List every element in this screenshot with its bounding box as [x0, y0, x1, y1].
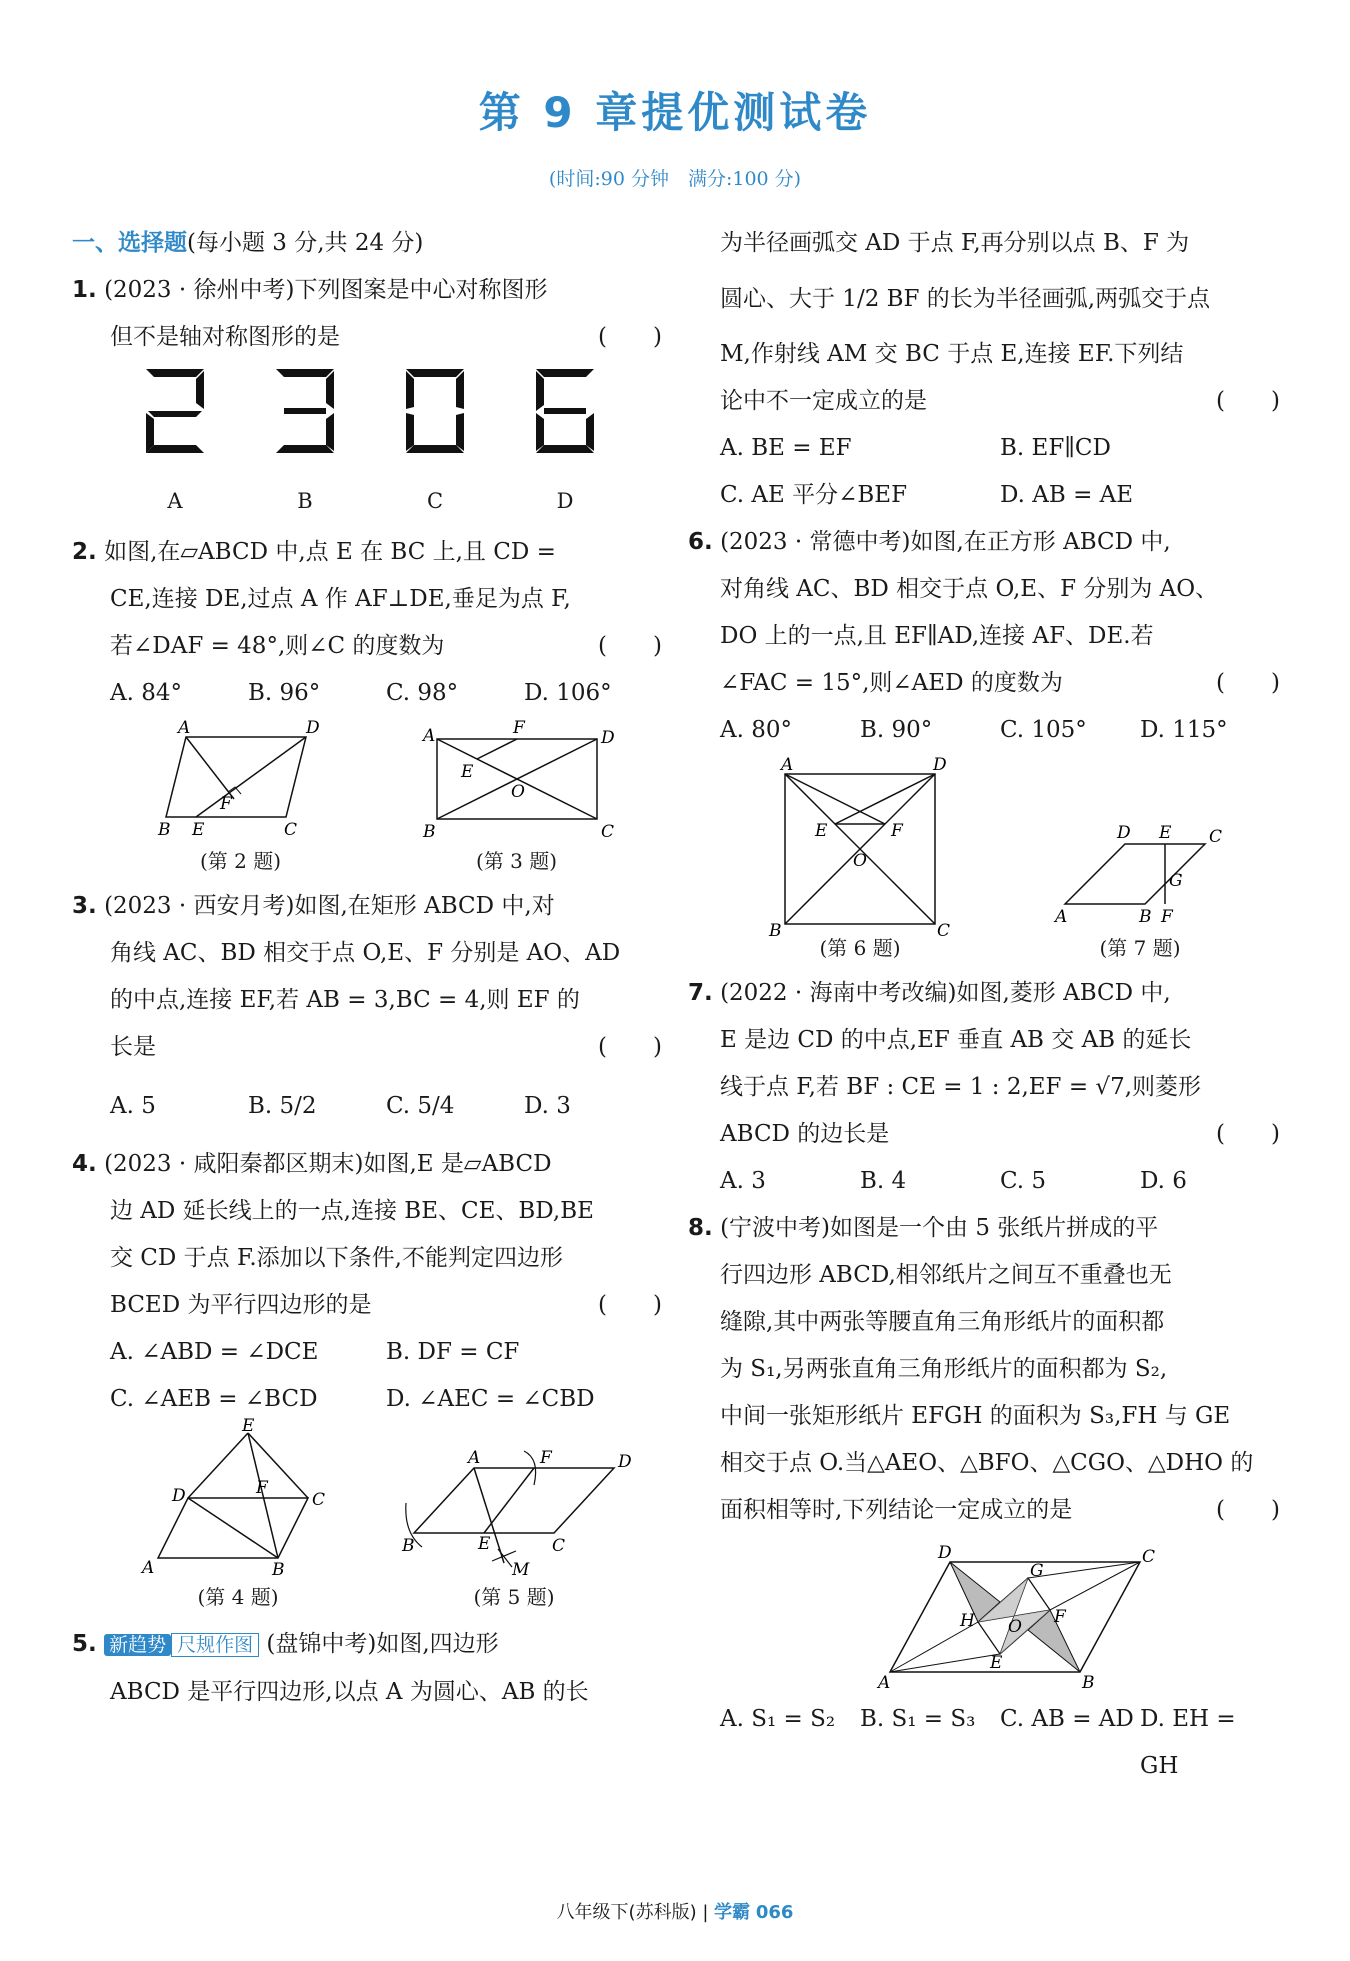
option: A. S₁ = S₂ — [720, 1706, 836, 1732]
figures-6-7 — [720, 754, 1280, 962]
svg-text:B: B — [422, 822, 435, 842]
svg-text:G: G — [1169, 871, 1183, 891]
question-text: 相交于点 O.当△AEO、△BFO、△CGO、△DHO 的 — [720, 1450, 1254, 1476]
question-text: M,作射线 AM 交 BC 于点 E,连接 EF.下列结 — [720, 341, 1184, 367]
svg-text:C: C — [552, 1536, 566, 1556]
question-text: (盘锦中考)如图,四边形 — [266, 1631, 499, 1657]
question-number: 2. — [72, 539, 97, 565]
question-text: E 是边 CD 的中点,EF 垂直 AB 交 AB 的延长 — [720, 1027, 1192, 1053]
page-number: 066 — [755, 1902, 794, 1923]
svg-text:D: D — [172, 1486, 186, 1506]
svg-text:H: H — [960, 1611, 975, 1631]
option: A. ∠ABD = ∠DCE — [110, 1339, 319, 1365]
svg-text:F: F — [219, 794, 232, 814]
right-column — [688, 220, 1280, 1790]
svg-text:D: D — [305, 718, 320, 738]
question-8 — [688, 1205, 1280, 1790]
svg-text:E: E — [460, 762, 473, 782]
option: D. AB = AE — [1000, 482, 1134, 508]
question-4 — [72, 1141, 662, 1423]
option: C. 5/4 — [386, 1093, 455, 1119]
option: A. 80° — [720, 717, 792, 743]
options — [72, 1071, 662, 1141]
svg-text:F: F — [1054, 1607, 1066, 1627]
square-diagram — [765, 754, 955, 941]
option: D. 3 — [524, 1093, 571, 1119]
digit-2-figure — [140, 361, 210, 461]
question-text: ∠FAC = 15°,则∠AED 的度数为 — [720, 670, 1063, 696]
svg-text:D: D — [1117, 823, 1131, 843]
svg-text:E: E — [1159, 823, 1172, 843]
svg-text:F: F — [540, 1448, 552, 1468]
digit-figures — [72, 361, 630, 525]
svg-text:C: C — [937, 921, 951, 941]
section-label: 一、选择题 — [72, 230, 187, 256]
answer-paren: ( ) — [598, 1292, 662, 1318]
options — [72, 1329, 662, 1376]
svg-text:E: E — [990, 1653, 1003, 1673]
digit-option: D — [530, 361, 600, 525]
question-text: (2023 · 西安月考)如图,在矩形 ABCD 中,对 — [104, 893, 555, 919]
question-text: 长是 — [110, 1034, 156, 1060]
question-text: (2023 · 咸阳秦都区期末)如图,E 是▱ABCD — [104, 1151, 552, 1177]
svg-text:E: E — [191, 820, 204, 840]
svg-text:F: F — [1161, 907, 1173, 927]
option: B. EF∥CD — [1000, 435, 1111, 461]
question-text: (宁波中考)如图是一个由 5 张纸片拼成的平 — [720, 1215, 1159, 1241]
footer-brand: 学霸 — [714, 1902, 751, 1923]
question-number: 8. — [688, 1215, 713, 1241]
question-2 — [72, 529, 662, 717]
svg-text:B: B — [272, 1560, 285, 1580]
svg-text:E: E — [242, 1416, 255, 1436]
question-1 — [72, 267, 662, 525]
options — [720, 1158, 1280, 1205]
svg-text:O: O — [1008, 1617, 1022, 1637]
question-text: 但不是轴对称图形的是 — [110, 324, 340, 350]
question-7 — [688, 970, 1280, 1205]
option: A. 5 — [110, 1093, 156, 1119]
question-5 — [72, 1621, 662, 1716]
question-text: 为 S₁,另两张直角三角形纸片的面积都为 S₂, — [720, 1356, 1168, 1382]
question-text: 面积相等时,下列结论一定成立的是 — [720, 1497, 1073, 1523]
svg-text:O: O — [510, 782, 525, 802]
digit-option: B — [270, 361, 340, 525]
topic-tag: 尺规作图 — [171, 1633, 259, 1657]
rectangle-diagram — [417, 717, 617, 847]
question-number: 7. — [688, 980, 713, 1006]
figure-q8 — [720, 1542, 1280, 1692]
question-text: 的中点,连接 EF,若 AB = 3,BC = 4,则 EF 的 — [110, 987, 580, 1013]
option: B. S₁ = S₃ — [860, 1706, 976, 1732]
figures-2-3 — [72, 717, 662, 875]
parallelogram-diagram — [156, 717, 326, 847]
option: D. 106° — [524, 680, 612, 706]
rhombus-diagram — [1045, 814, 1235, 934]
figure-q6: A D E F O B C (第 6 题) — [765, 754, 955, 962]
question-text: (2022 · 海南中考改编)如图,菱形 ABCD 中, — [720, 980, 1171, 1006]
question-text: 线于点 F,若 BF : CE = 1 : 2,EF = √7,则菱形 — [720, 1074, 1202, 1100]
section-heading — [72, 220, 662, 267]
svg-text:C: C — [1142, 1547, 1156, 1567]
options — [720, 472, 1280, 519]
question-number: 5. — [72, 1631, 97, 1657]
svg-text:C: C — [600, 822, 614, 842]
question-text: 若∠DAF = 48°,则∠C 的度数为 — [110, 633, 445, 659]
svg-text:G: G — [1030, 1561, 1044, 1581]
question-text: CE,连接 DE,过点 A 作 AF⊥DE,垂足为点 F, — [110, 586, 571, 612]
option: A. BE = EF — [720, 435, 852, 461]
digit-6-figure — [530, 361, 600, 461]
svg-text:F: F — [512, 718, 525, 738]
svg-text:A: A — [177, 718, 190, 738]
left-column — [72, 220, 662, 1716]
option: C. ∠AEB = ∠BCD — [110, 1386, 318, 1412]
option: B. 96° — [248, 680, 321, 706]
options — [720, 1696, 1280, 1790]
question-text: 边 AD 延长线上的一点,连接 BE、CE、BD,BE — [110, 1198, 594, 1224]
question-number: 3. — [72, 893, 97, 919]
question-5-continued — [720, 220, 1280, 519]
question-text: 缝隙,其中两张等腰直角三角形纸片的面积都 — [720, 1309, 1165, 1335]
answer-paren: ( ) — [1216, 388, 1280, 414]
question-text: ABCD 的边长是 — [720, 1121, 890, 1147]
svg-text:B: B — [402, 1536, 415, 1556]
digit-option: C — [400, 361, 470, 525]
option: B. DF = CF — [386, 1339, 520, 1365]
option: A. 3 — [720, 1168, 766, 1194]
option: C. AB = AD — [1000, 1706, 1134, 1732]
question-text: 中间一张矩形纸片 EFGH 的面积为 S₃,FH 与 GE — [720, 1403, 1231, 1429]
svg-text:C: C — [283, 820, 297, 840]
question-text: 角线 AC、BD 相交于点 O,E、F 分别是 AO、AD — [110, 940, 621, 966]
option: C. 105° — [1000, 717, 1087, 743]
answer-paren: ( ) — [598, 633, 662, 659]
svg-text:M: M — [512, 1560, 530, 1580]
svg-text:E: E — [815, 821, 828, 841]
option: B. 4 — [860, 1168, 907, 1194]
answer-paren: ( ) — [1216, 1121, 1280, 1147]
option: B. 5/2 — [248, 1093, 317, 1119]
svg-text:B: B — [157, 820, 170, 840]
construction-diagram — [394, 1423, 634, 1583]
digit-option: A — [140, 361, 210, 525]
question-number: 4. — [72, 1151, 97, 1177]
svg-text:E: E — [478, 1534, 491, 1554]
figure-q4: E D F C A B (第 4 题) — [138, 1423, 338, 1611]
question-text: ABCD 是平行四边形,以点 A 为圆心、AB 的长 — [110, 1679, 589, 1705]
question-text: BCED 为平行四边形的是 — [110, 1292, 372, 1318]
question-text: 圆心、大于 1/2 BF 的长为半径画弧,两弧交于点 — [720, 286, 1211, 312]
option: D. 6 — [1140, 1168, 1187, 1194]
question-6 — [688, 519, 1280, 754]
answer-paren: ( ) — [598, 1034, 662, 1060]
page-title: 第 9 章提优测试卷 — [478, 88, 872, 137]
question-text: 行四边形 ABCD,相邻纸片之间互不重叠也无 — [720, 1262, 1172, 1288]
svg-text:A: A — [781, 755, 794, 775]
answer-paren: ( ) — [1216, 1497, 1280, 1523]
figure-q3: A F D E O B C (第 3 题) — [417, 717, 617, 875]
question-text: (2023 · 徐州中考)下列图案是中心对称图形 — [104, 277, 548, 303]
exam-info: (时间:90 分钟 满分:100 分) — [548, 168, 802, 190]
quadrilateral-diagram — [138, 1416, 338, 1583]
svg-text:D: D — [600, 728, 615, 748]
question-number: 6. — [688, 529, 713, 555]
option: C. AE 平分∠BEF — [720, 482, 908, 508]
section-note: (每小题 3 分,共 24 分) — [187, 230, 424, 256]
question-text: (2023 · 常德中考)如图,在正方形 ABCD 中, — [720, 529, 1171, 555]
svg-text:B: B — [1139, 907, 1152, 927]
question-text: 如图,在▱ABCD 中,点 E 在 BC 上,且 CD = — [104, 539, 556, 565]
options — [72, 670, 662, 717]
options — [720, 425, 1280, 472]
svg-text:B: B — [769, 921, 782, 941]
question-text: 为半径画弧交 AD 于点 F,再分别以点 B、F 为 — [720, 230, 1190, 256]
digit-3-figure — [270, 361, 340, 461]
answer-paren: ( ) — [598, 324, 662, 350]
svg-text:D: D — [938, 1543, 952, 1563]
options — [72, 1376, 662, 1423]
question-text: DO 上的一点,且 EF∥AD,连接 AF、DE.若 — [720, 623, 1154, 649]
svg-text:B: B — [1082, 1673, 1095, 1693]
svg-text:D: D — [618, 1452, 632, 1472]
paper-pieces-diagram — [850, 1542, 1156, 1693]
svg-text:C: C — [1209, 827, 1223, 847]
question-number: 1. — [72, 277, 97, 303]
option: D. EH = GH — [1140, 1706, 1236, 1779]
svg-text:D: D — [933, 755, 947, 775]
page-footer: 八年级下(苏科版) | 学霸 066 — [556, 1902, 794, 1923]
question-3 — [72, 883, 662, 1141]
svg-text:C: C — [312, 1490, 326, 1510]
svg-text:A: A — [1055, 907, 1068, 927]
svg-text:F: F — [891, 821, 903, 841]
svg-text:A: A — [468, 1448, 481, 1468]
answer-paren: ( ) — [1216, 670, 1280, 696]
trend-tag: 新趋势 — [104, 1634, 171, 1656]
figures-4-5 — [72, 1416, 662, 1611]
option: D. ∠AEC = ∠CBD — [386, 1386, 595, 1412]
svg-text:O: O — [853, 851, 867, 871]
option: D. 115° — [1140, 717, 1228, 743]
svg-text:A: A — [878, 1673, 891, 1693]
figure-q7: D E C G A B F (第 7 题) — [1045, 814, 1235, 962]
question-text: 交 CD 于点 F.添加以下条件,不能判定四边形 — [110, 1245, 563, 1271]
option: C. 98° — [386, 680, 459, 706]
figure-q5: A F D B E C M (第 5 题) — [394, 1423, 634, 1611]
digit-0-figure — [400, 361, 470, 461]
option: B. 90° — [860, 717, 933, 743]
question-text: 对角线 AC、BD 相交于点 O,E、F 分别为 AO、 — [720, 576, 1219, 602]
svg-text:F: F — [256, 1478, 268, 1498]
svg-text:A: A — [142, 1558, 155, 1578]
footer-grade: 八年级下(苏科版) — [556, 1902, 697, 1923]
figure-q2: A D B E C F (第 2 题) — [156, 717, 326, 875]
question-text: 论中不一定成立的是 — [720, 388, 927, 414]
svg-text:A: A — [422, 726, 435, 746]
option: A. 84° — [110, 680, 182, 706]
option: C. 5 — [1000, 1168, 1047, 1194]
options — [720, 707, 1280, 754]
